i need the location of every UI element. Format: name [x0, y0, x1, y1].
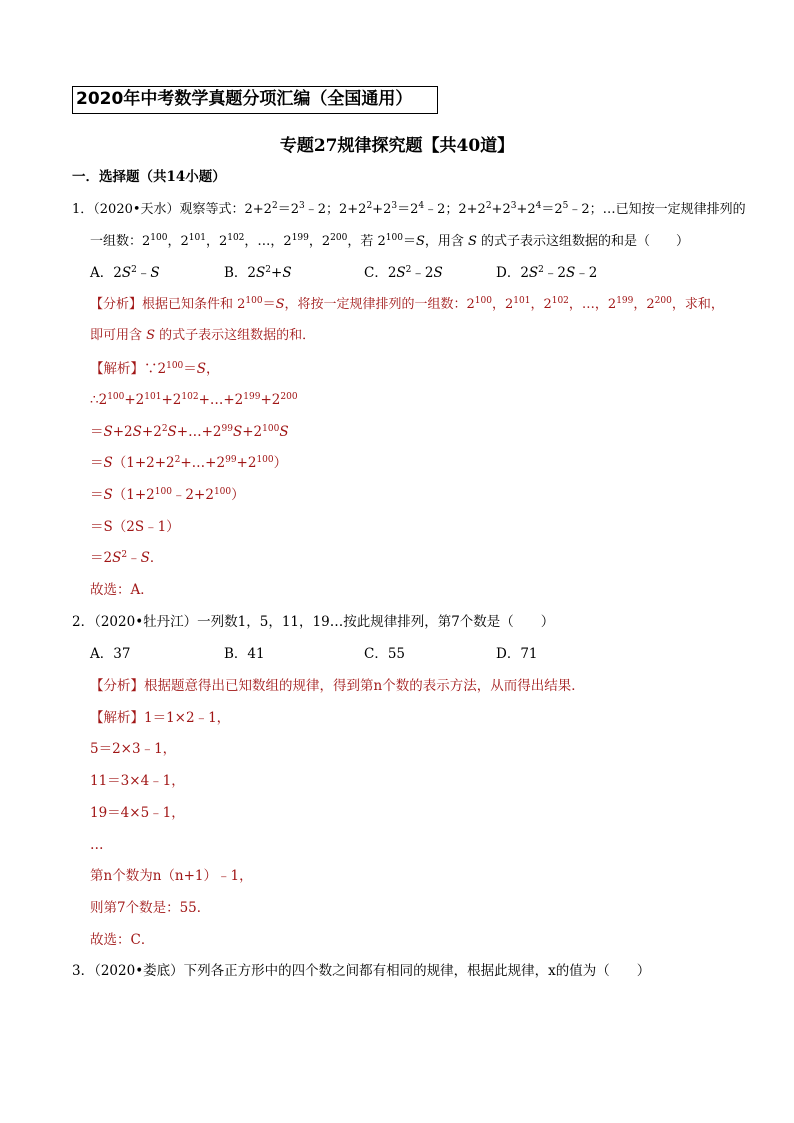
q1-solution-5: ＝S（2S﹣1）	[90, 519, 180, 535]
document-title: 专题27规律探究题【共40道】	[279, 136, 515, 156]
question-2-options	[90, 645, 750, 663]
q1-analysis: 【分析】根据已知条件和 $2^{100}=S$，将按一定规律排列的一组数：$2^{100}$，$2^{101}$，$2^{102}$，…，$2^{199}$，$2^{200}$，求和，	[90, 296, 724, 312]
q2-solution-6: 则第7个数是：55．	[90, 900, 211, 916]
q1-solution-2: $=S+2S+2^2S+\dots+2^{99}S+2^{100}S$	[90, 424, 289, 440]
section-heading: 一．选择题（共14小题）	[72, 169, 226, 185]
question-1-text-line2: 一组数：$2^{100}$，$2^{101}$，$2^{102}$，…，$2^{199}$，$2^{200}$，若 $2^{100}=S$，用含 S 的式子表示这组数据的和是（ ）	[90, 233, 690, 249]
q2-option-d: D．71	[496, 646, 538, 662]
q1-solution-3: $=S(1+2+2^2+\dots+2^{99}+2^{100})$	[90, 455, 288, 471]
series-title-box	[72, 86, 438, 114]
q2-option-b: B．41	[224, 646, 265, 662]
q2-option-c: C．55	[364, 646, 406, 662]
q2-solution-1: 5＝2×3﹣1，	[90, 741, 177, 757]
question-2-text: 2．（2020•牡丹江）一列数1，5，11，19…按此规律排列，第7个数是（ ）	[72, 614, 555, 630]
q2-solution-3: 19＝4×5﹣1，	[90, 805, 185, 821]
q2-solution-2: 11＝3×4﹣1，	[90, 773, 185, 789]
q2-solution-5: 第n个数为n（n+1）﹣1，	[90, 868, 253, 884]
q1-solution-6: $=2S^2﹣S$．	[90, 550, 164, 566]
question-1-text: 1．（2020•天水）观察等式：$2+2^2=2^3﹣2$；$2+2^2+2^3=2^4﹣2$；$2+2^2+2^3+2^4=2^5﹣2$；…已知按一定规律排列的	[72, 201, 746, 217]
q2-solution-0: 【解析】1＝1×2﹣1，	[90, 710, 231, 726]
question-1-options	[90, 264, 750, 282]
q2-solution-4: …	[90, 837, 104, 853]
q1-option-b: B．$2S^2+S$	[224, 265, 292, 281]
question-3-text: 3．（2020•娄底）下列各正方形中的四个数之间都有相同的规律，根据此规律，x的值为（ ）	[72, 963, 651, 979]
q2-answer: 故选：C．	[90, 932, 155, 948]
q2-option-a: A．37	[90, 646, 131, 662]
q2-analysis: 【分析】根据题意得出已知数组的规律，得到第n个数的表示方法，从而得出结果．	[90, 678, 585, 694]
series-title: 2020年中考数学真题分项汇编（全国通用）	[76, 89, 413, 109]
q1-answer: 故选：A．	[90, 582, 154, 598]
q1-solution-1: $\therefore 2^{100}+2^{101}+2^{102}+\dots+2^{199}+2^{200}$	[90, 392, 298, 408]
q1-analysis-line2: 即可用含 S 的式子表示这组数据的和．	[90, 328, 316, 343]
q1-option-a: A．$2S^2﹣S$	[90, 265, 160, 281]
q1-option-d: D．$2S^2﹣2S﹣2$	[496, 265, 598, 281]
q1-solution-0: 【解析】$\because 2^{100}=S$，	[90, 361, 220, 377]
q1-solution-4: $=S(1+2^{100}﹣2+2^{100})$	[90, 487, 245, 503]
q1-option-c: C．$2S^2﹣2S$	[364, 265, 443, 281]
